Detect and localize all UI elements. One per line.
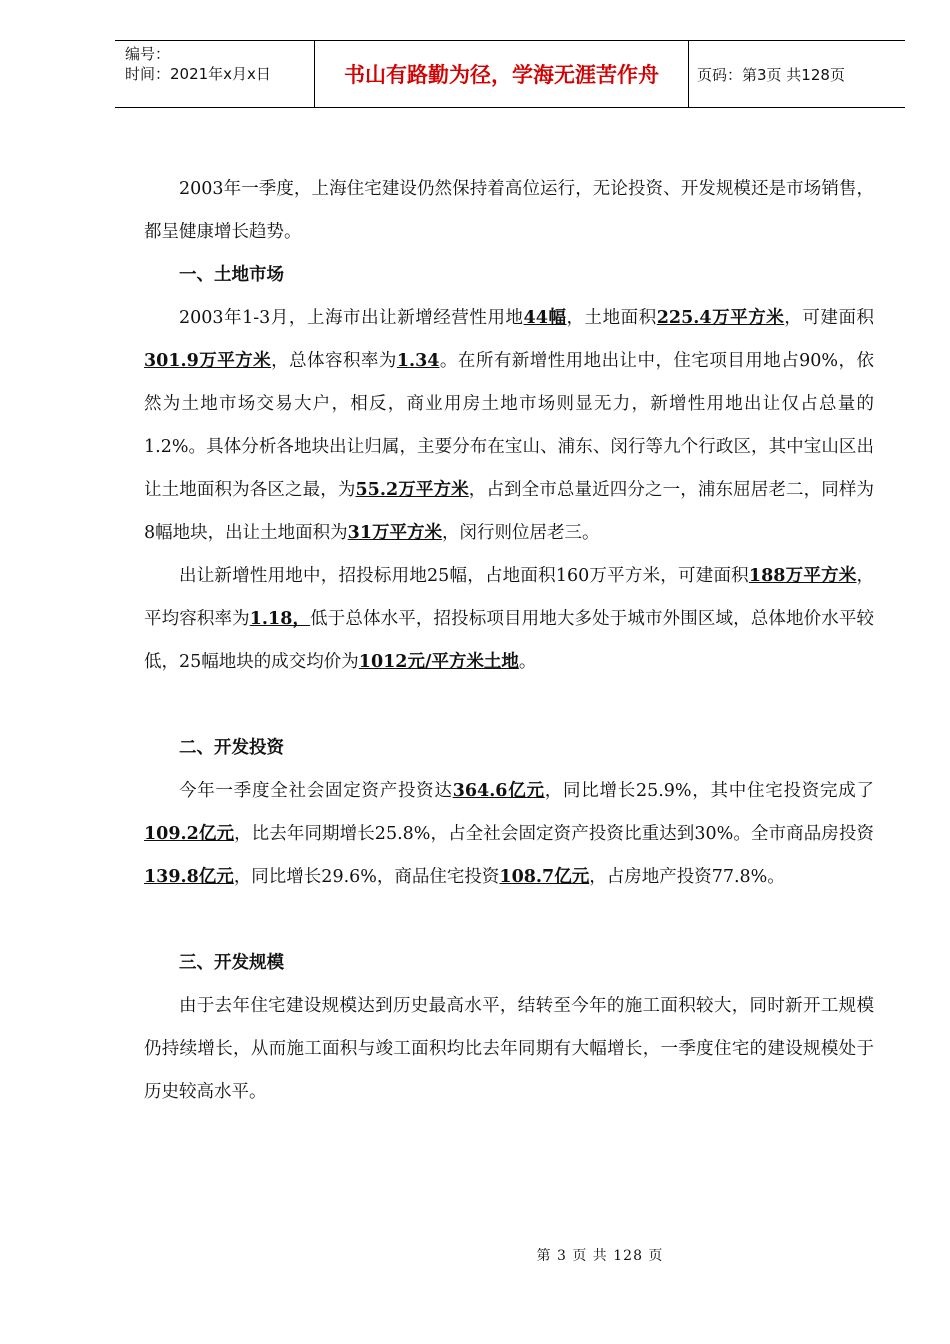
header-motto: 书山有路勤为径，学海无涯苦作舟 <box>315 41 689 107</box>
section-title-investment: 二、开发投资 <box>179 738 284 758</box>
land-market-paragraph-1 <box>144 297 874 555</box>
text-run: 出让新增性用地中，招投标用地25幅，占地面积160万平方米，可建面积 <box>179 566 749 586</box>
text-run: ，土地面积 <box>566 308 657 328</box>
header-meta <box>115 41 315 107</box>
text-run: ，同比增长25.9%，其中住宅投资完成了 <box>544 781 875 801</box>
text-run: 低于总体水平，招投标项目用地大多处于城市外围区域，总体地价水平较低，25幅地块的成交均价为 <box>144 609 874 672</box>
text-run: 。 <box>518 652 537 672</box>
number-label: 编号： <box>125 45 171 63</box>
highlight-value: 1.18， <box>249 609 311 629</box>
text-run: ，比去年同期增长25.8%，占全社会固定资产投资比重达到30%。全市商品房投资 <box>234 824 874 844</box>
scale-paragraph: 由于去年住宅建设规模达到历史最高水平，结转至今年的施工面积较大，同时新开工规模仍持续增长，从而施工面积与竣工面积均比去年同期有大幅增长，一季度住宅的建设规模处于历史较高水平。 <box>144 996 874 1102</box>
page-header <box>115 40 905 108</box>
header-page-info: 页码：第3页 共128页 <box>697 65 845 84</box>
investment-paragraph <box>144 770 874 899</box>
text-run: ，同比增长29.6%，商品住宅投资 <box>233 867 500 887</box>
text-run: 2003年1-3月，上海市出让新增经营性用地 <box>179 308 524 328</box>
highlight-value: 188万平方米 <box>748 566 857 586</box>
highlight-value: 1012元/平方米土地 <box>358 652 519 672</box>
highlight-value: 55.2万平方米 <box>355 480 469 500</box>
section-title-land-market: 一、土地市场 <box>179 265 284 285</box>
text-run: ，占房地产投资77.8%。 <box>589 867 785 887</box>
text-run: ，占到全市总量近四分之一，浦东屈居老二，同样为8幅地块，出让土地面积为 <box>144 480 874 543</box>
highlight-value: 1.34 <box>396 351 440 371</box>
text-run: ，总体容积率为 <box>271 351 397 371</box>
highlight-value: 225.4万平方米 <box>656 308 785 328</box>
highlight-value: 31万平方米 <box>347 523 442 543</box>
highlight-value: 108.7亿元 <box>499 867 590 887</box>
highlight-value: 44幅 <box>523 308 567 328</box>
intro-paragraph: 2003年一季度，上海住宅建设仍然保持着高位运行，无论投资、开发规模还是市场销售，都呈健康增长趋势。 <box>144 179 874 242</box>
highlight-value: 301.9万平方米 <box>144 351 272 371</box>
spacer <box>144 684 874 727</box>
footer-page-number: 第 3 页 共 128 页 <box>536 1248 664 1264</box>
highlight-value: 364.6亿元 <box>452 781 545 801</box>
page-footer <box>0 1245 950 1265</box>
spacer <box>144 899 874 942</box>
text-run: ，平均容积率为 <box>144 566 875 629</box>
text-run: ，可建面积 <box>784 308 874 328</box>
text-run: 今年一季度全社会固定资产投资达 <box>179 781 453 801</box>
text-run: ，闵行则位居老三。 <box>442 523 600 543</box>
highlight-value: 139.8亿元 <box>144 867 234 887</box>
document-body <box>144 168 874 1114</box>
land-market-paragraph-2 <box>144 555 874 684</box>
section-title-scale: 三、开发规模 <box>179 953 284 973</box>
highlight-value: 109.2亿元 <box>144 824 235 844</box>
text-run: 。在所有新增性用地出让中，住宅项目用地占90%，依然为土地市场交易大户，相反，商业用房土地市场则显无力，新增性用地出让仅占总量的1.2%。具体分析各地块出让归属，主要分布在宝山、浦东、闵行等九个行政区，其中宝山区出让土地面积为各区之最，为 <box>144 351 874 500</box>
time-label: 时间：2021年x月x日 <box>125 65 271 83</box>
